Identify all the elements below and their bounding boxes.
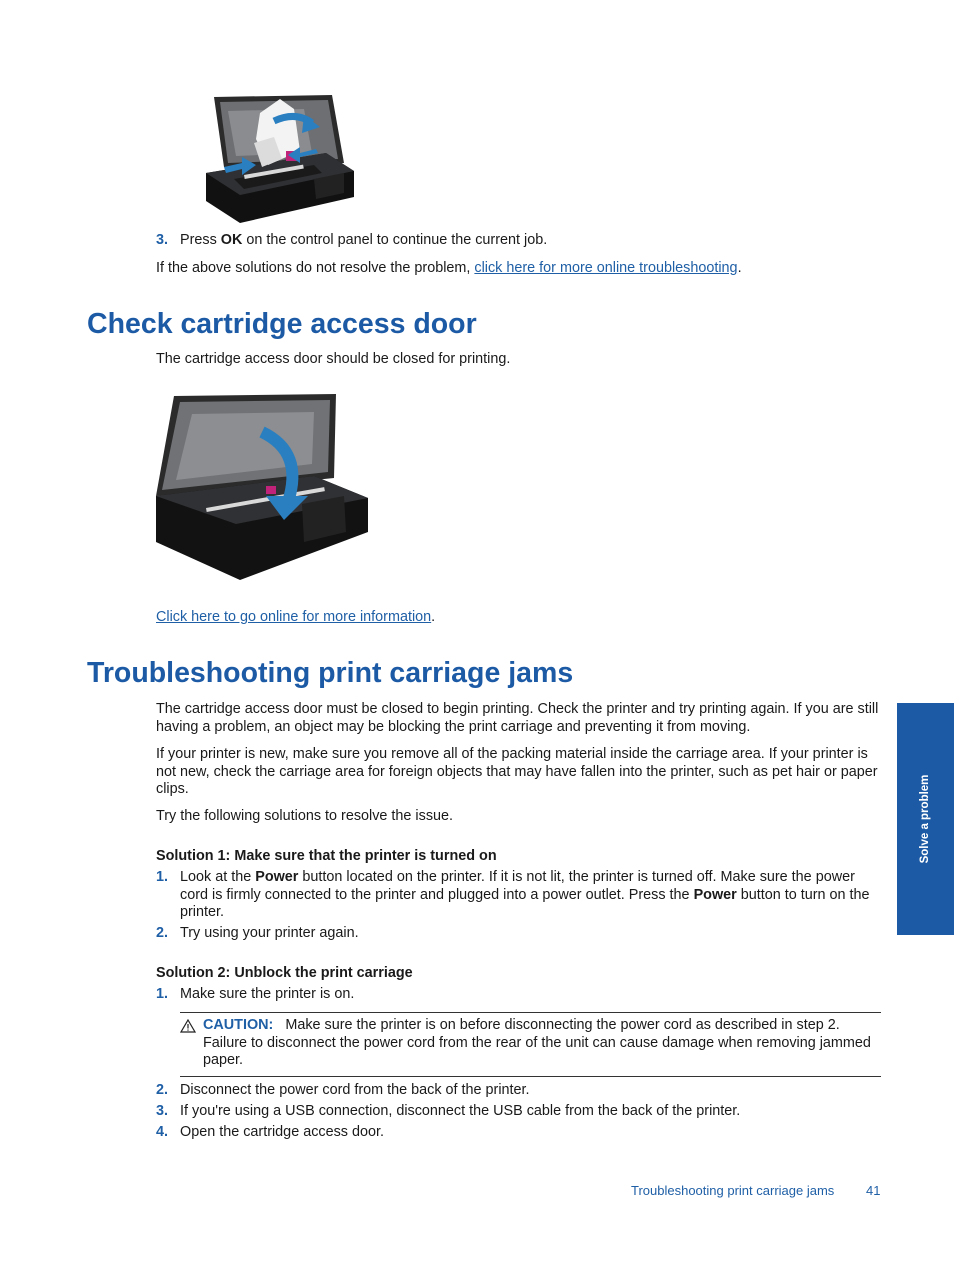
section1-link-paragraph: Click here to go online for more information. xyxy=(156,609,436,625)
section-title-carriage-jams: Troubleshooting print carriage jams xyxy=(87,657,574,689)
intro-paragraph: If the above solutions do not resolve the problem, click here for more online troubleshooting. xyxy=(156,260,742,276)
step-number: 1. xyxy=(156,986,169,1002)
step-number: 3. xyxy=(156,1103,169,1119)
solution1-heading: Solution 1: Make sure that the printer is turned on xyxy=(156,848,497,864)
footer-section-title: Troubleshooting print carriage jams xyxy=(631,1183,835,1198)
warning-triangle-icon xyxy=(180,1019,196,1033)
solution2-heading: Solution 2: Unblock the print carriage xyxy=(156,965,413,981)
step-number: 1. xyxy=(156,869,169,885)
step-number: 2. xyxy=(156,1082,169,1098)
step-text: Press OK on the control panel to continue the current job. xyxy=(180,232,548,248)
step-text: If you're using a USB connection, disconnect the USB cable from the back of the printer. xyxy=(180,1103,741,1119)
section-title-check-door: Check cartridge access door xyxy=(87,308,477,340)
caution-note: CAUTION: Make sure the printer is on before disconnecting the power cord as described in step 2. Failure to disconnect the power cord from the rear of the unit can cause damage when removing jammed paper. xyxy=(203,1017,871,1069)
page-number: 41 xyxy=(866,1183,881,1198)
section2-paragraph-3: Try the following solutions to resolve the issue. xyxy=(156,808,454,824)
caution-top-rule xyxy=(180,1012,881,1013)
step-text: Look at the Power button located on the printer. If it is not lit, the printer is turned off. Make sure the power cord is firmly connected to the printer and plugged into a power outlet. Press the Power button to turn on the printer. xyxy=(180,869,870,921)
section2-paragraph-1: The cartridge access door must be closed to begin printing. Check the printer and try printing again. If you are still having a problem, an object may be blocking the print carriage and preventing it from moving. xyxy=(156,701,879,735)
step-text: Make sure the printer is on. xyxy=(180,986,355,1002)
step-text: Disconnect the power cord from the back of the printer. xyxy=(180,1082,530,1098)
step-text: Try using your printer again. xyxy=(180,925,359,941)
section2-paragraph-2: If your printer is new, make sure you remove all of the packing material inside the carriage area. If your printer is not new, check the carriage area for foreign objects that may have fallen into the printer, such as pet hair or paper clips. xyxy=(156,746,878,798)
step-number: 2. xyxy=(156,925,169,941)
cartridge-door-illustration xyxy=(154,392,372,582)
side-chapter-tab xyxy=(897,703,954,935)
section1-paragraph: The cartridge access door should be closed for printing. xyxy=(156,351,511,367)
step-text: Open the cartridge access door. xyxy=(180,1124,384,1140)
caution-bottom-rule xyxy=(180,1076,881,1077)
side-tab-label: Solve a problem xyxy=(918,774,931,864)
step-number: 4. xyxy=(156,1124,169,1140)
online-info-link[interactable]: Click here to go online for more information xyxy=(156,609,432,625)
online-troubleshooting-link[interactable]: click here for more online troubleshooting xyxy=(474,260,738,276)
step-number: 3. xyxy=(156,232,169,248)
printer-jam-illustration xyxy=(204,93,356,225)
